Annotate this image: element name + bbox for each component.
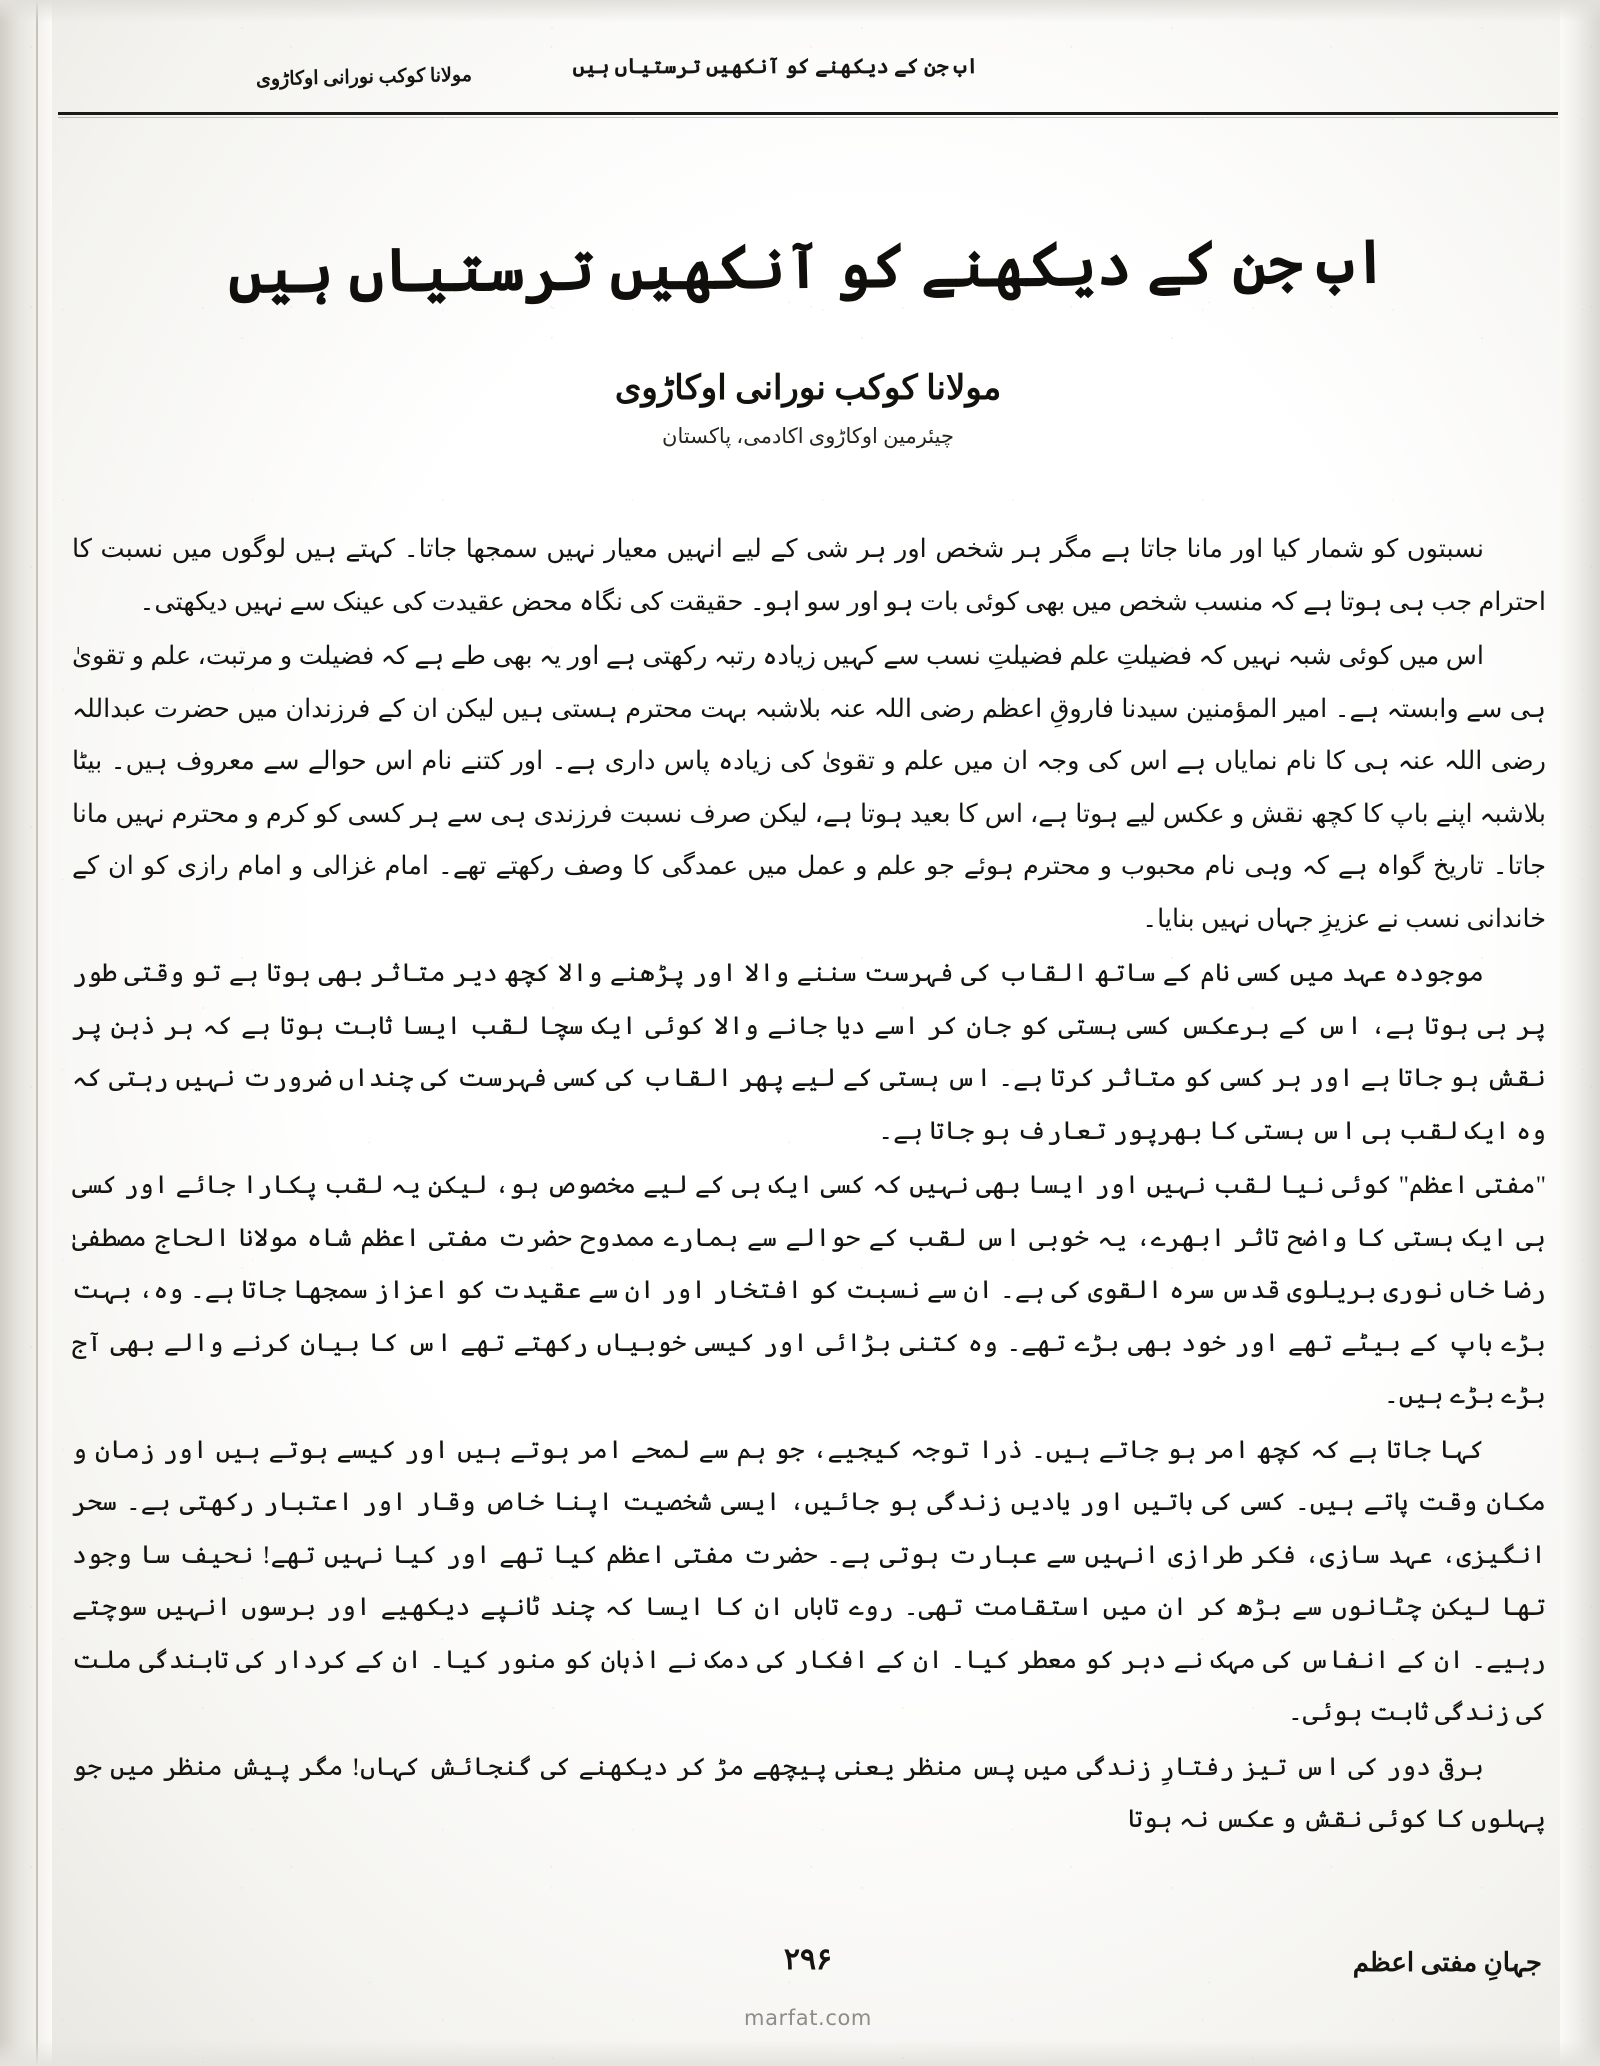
scan-watermark: marfat.com: [744, 2006, 872, 2030]
page-bottom-shadow: [0, 2040, 1600, 2066]
body-paragraph: "مفتی اعظم" کوئی نیا لقب نہیں اور ایسا بھی نہیں کہ کسی ایک ہی کے لیے مخصوص ہو، لیکن یہ لقب پکارا جائے اور کسی ہی ایک ہستی کا واضح تاثر ابھرے، یہ خوبی اس لقب کے حوالے سے ہمارے ممدوح حضرت مفتی اعظم شاہ مولانا الحاج مصطفیٰ رضا خاں نوری بریلوی قدس سرہ القوی کی ہے۔ ان سے نسبت کو افتخار اور ان سے عقیدت کو اعزاز سمجھا جاتا ہے۔ وہ، بہت بڑے باپ کے بیٹے تھے اور خود بھی بڑے تھے۔ وہ کتنی بڑائی اور کیسی خوبیاں رکھتے تھے اس کا بیان کرنے والے بھی آج بڑے بڑے ہیں۔: [72, 1170, 1546, 1410]
page-content: [64, 28, 1552, 2042]
body-paragraph: نسبتوں کو شمار کیا اور مانا جاتا ہے مگر ہر شخص اور ہر شی کے لیے انہیں معیار نہیں سمجھا جاتا۔ کہتے ہیں لوگوں میں نسبت کا احترام جب ہی ہوتا ہے کہ منسب شخص میں بھی کوئی بات ہو اور سو اہو۔ حقیقت کی نگاہ محض عقیدت کی عینک سے نہیں دیکھتی۔: [72, 534, 1546, 616]
article-author-affiliation: چیئرمین اوکاڑوی اکادمی، پاکستان: [662, 424, 954, 448]
page-top-shadow: [0, 0, 1600, 22]
body-paragraph: موجودہ عہد میں کسی نام کے ساتھ القاب کی فہرست سننے والا اور پڑھنے والا کچھ دیر متاثر بھی ہوتا ہے تو وقتی طور پر ہی ہوتا ہے، اس کے برعکس کسی ہستی کو جان کر اسے دیا جانے والا کوئی ایک سچا لقب ایسا ثابت ہوتا ہے کہ ہر ذہن پر نقش ہو جاتا ہے اور ہر کسی کو متاثر کرتا ہے۔ اس ہستی کے لیے پھر القاب کی کسی فہرست کی چنداں ضرورت نہیں رہتی کہ وہ ایک لقب ہی اس ہستی کا بھرپور تعارف ہو جاتا ہے۔: [72, 958, 1546, 1145]
title-block: [64, 222, 1552, 449]
footer-book-title: جہانِ مفتی اعظم: [1352, 1948, 1542, 1977]
page-spine-shadow: [0, 0, 52, 2066]
page-outer-edge-shadow: [1560, 0, 1600, 2066]
running-header-author: مولانا کوکب نورانی اوکاڑوی: [255, 64, 473, 91]
running-header: [64, 28, 1552, 114]
body-paragraph: اس میں کوئی شبہ نہیں کہ فضیلتِ علم فضیلتِ نسب سے کہیں زیادہ رتبہ رکھتی ہے اور یہ بھی طے ہے کہ فضیلت و مرتبت، علم و تقویٰ ہی سے وابستہ ہے۔ امیر المؤمنین سیدنا فاروقِ اعظم رضی اللہ عنہ بلاشبہ بہت محترم ہستی ہیں لیکن ان کے فرزندان میں حضرت عبداللہ رضی اللہ عنہ ہی کا نام نمایاں ہے اس کی وجہ ان میں علم و تقویٰ کی زیادہ پاس داری ہے۔ اور کتنے نام اس حوالے سے معروف ہیں۔ بیٹا بلاشبہ اپنے باپ کا کچھ نقش و عکس لیے ہوتا ہے، اس کا بعید ہوتا ہے، لیکن صرف نسبت فرزندی ہی سے ہر کسی کو کرم و محترم نہیں مانا جاتا۔ تاریخ گواہ ہے کہ وہی نام محبوب و محترم ہوئے جو علم و عمل میں عمدگی کا وصف رکھتے تھے۔ امام غزالی و امام رازی کو ان کے خاندانی نسب نے عزیزِ جہاں نہیں بنایا۔: [72, 641, 1546, 933]
header-divider-rule: [58, 112, 1558, 115]
spine-line: [36, 0, 38, 2066]
article-author: مولانا کوکب نورانی اوکاڑوی: [614, 370, 1002, 407]
article-title: اب جن کے دیکھنے کو آنکھیں ترستیاں ہیں: [227, 228, 1389, 306]
article-body: [64, 523, 1552, 1846]
page-footer: [64, 1940, 1552, 2030]
body-paragraph: برقی دور کی اس تیز رفتارِ زندگی میں پس منظر یعنی پیچھے مڑ کر دیکھنے کی گنجائش کہاں! مگر پیش منظر میں جو پہلوں کا کوئی نقش و عکس نہ ہوتا: [72, 1751, 1546, 1834]
page-number: ۲۹۶: [783, 1943, 833, 1976]
body-paragraph: کہا جاتا ہے کہ کچھ امر ہو جاتے ہیں۔ ذرا توجہ کیجیے، جو ہم سے لمحے امر ہوتے ہیں اور کیسے ہوتے ہیں اور زمان و مکان وقت پاتے ہیں۔ کسی کی باتیں اور یادیں زندگی ہو جائیں، ایسی شخصیت اپنا خاص وقار اور اعتبار رکھتی ہے۔ سحر انگیزی، عہد سازی، فکر طرازی انہیں سے عبارت ہوتی ہے۔ حضرت مفتی اعظم کیا تھے اور کیا نہیں تھے! نحیف سا وجود تھا لیکن چٹانوں سے بڑھ کر ان میں استقامت تھی۔ روے تاباں ان کا ایسا کہ چند ٹانپے دیکھیے اور برسوں انہیں سوچتے رہیے۔ ان کے انفاس کی مہک نے دہر کو معطر کیا۔ ان کے افکار کی دمک نے اذہان کو منور کیا۔ ان کے کردار کی تابندگی ملت کی زندگی ثابت ہوئی۔: [72, 1434, 1546, 1727]
running-header-title: اب جن کے دیکھنے کو آنکھیں ترستیاں ہیں: [572, 54, 979, 78]
